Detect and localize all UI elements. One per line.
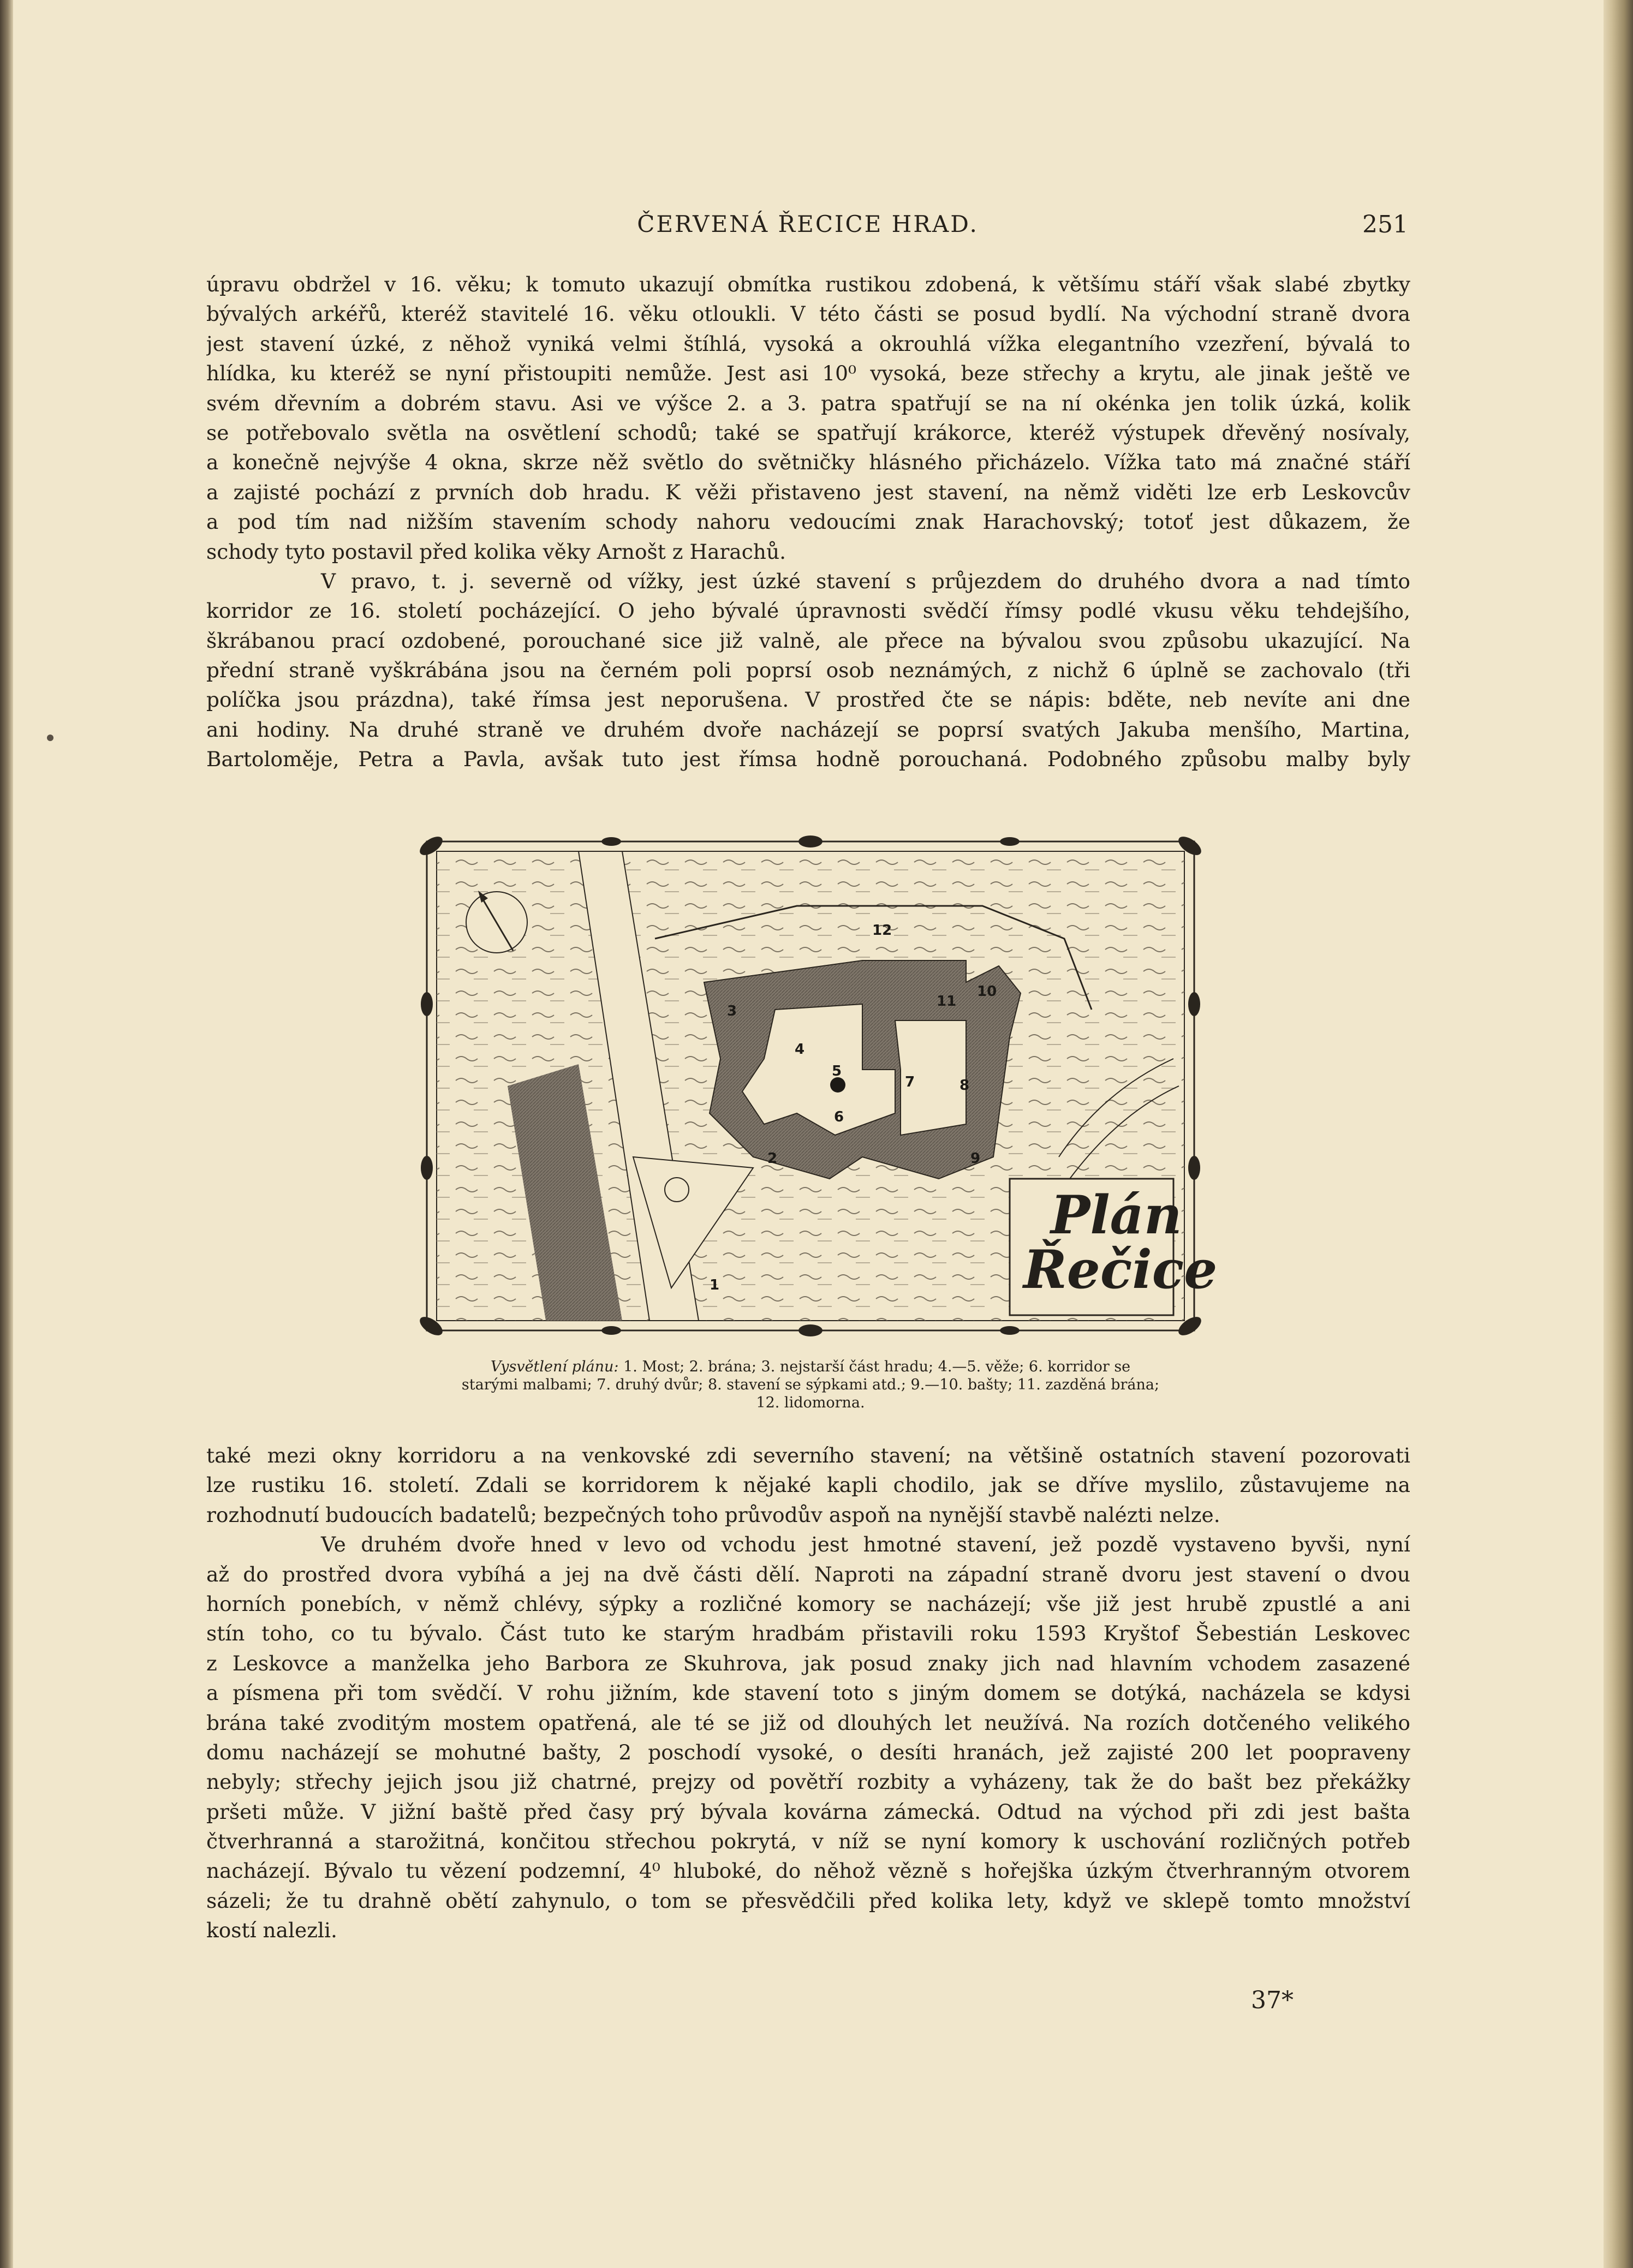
- text-line: čtverhranná a starožitná, končitou střechou pokrytá, v níž se nyní komory k uschování rozličných potřeb: [206, 1829, 1410, 1854]
- text-line: kostí nalezli.: [206, 1918, 337, 1943]
- caption-text-1: 1. Most; 2. brána; 3. nejstarší část hradu; 4.—5. věže; 6. korridor se: [623, 1358, 1131, 1375]
- signature-mark: 37*: [1251, 1986, 1294, 2014]
- text-line: korridor ze 16. století pocházející. O jeho bývalé úpravnosti svědčí římsy podlé vkusu věku tehdejšího,: [206, 599, 1410, 623]
- plan-label-7: 7: [905, 1074, 915, 1090]
- plan-title: [1012, 1179, 1218, 1315]
- body-text-before-figure: [206, 270, 1410, 774]
- plan-label-3: 3: [727, 1003, 737, 1019]
- text-line: a zajisté pochází z prvních dob hradu. K věži přistaveno jest stavení, na němž viděti lze erb Leskovcův: [206, 480, 1410, 504]
- plan-label-4: 4: [795, 1041, 805, 1058]
- text-line: a pod tím nad nižším stavením schody nahoru vedoucími znak Harachovský; totoť jest důkazem, že: [206, 510, 1410, 534]
- text-line: se potřebovalo světla na osvětlení schodů; také se spatřují krákorce, kteréž výstupek dřevěný nosívaly,: [206, 420, 1410, 445]
- plan-label-5: 5: [832, 1063, 842, 1079]
- text-line: svém dřevním a dobrém stavu. Asi ve výšce 2. a 3. patra spatřují se na ní okénka jen tolik úzká, kolik: [206, 391, 1410, 415]
- text-line: nebyly; střechy jejich jsou již chatrné, prejzy od povětří rozbity a vyházeny, tak že do bašt bez překážky: [206, 1770, 1410, 1794]
- running-head: [207, 208, 1408, 241]
- plan-label-11: 11: [937, 993, 957, 1010]
- caption-heading: Vysvětlení plánu:: [490, 1358, 619, 1375]
- text-line: Bartoloměje, Petra a Pavla, avšak tuto jest římsa hodně porouchaná. Podobného způsobu malby byly: [206, 747, 1410, 772]
- running-title: ČERVENÁ ŘECICE HRAD.: [637, 211, 979, 237]
- text-line: domu nacházejí se mohutné bašty, 2 poschodí vysoké, o desíti hranách, jež zajisté 200 let poopraveny: [206, 1740, 1410, 1764]
- plan-title-line2: Řečice: [1023, 1239, 1218, 1300]
- plan-label-1: 1: [710, 1277, 720, 1293]
- caption-line-2: starými malbami; 7. druhý dvůr; 8. stavení se sýpkami atd.; 9.—10. bašty; 11. zazděná brána;: [461, 1376, 1160, 1393]
- text-line: sázeli; že tu drahně obětí zahynulo, o tom se přesvědčili před kolika lety, když ve sklepě tomto množství: [206, 1888, 1410, 1913]
- plan-label-9: 9: [970, 1150, 981, 1167]
- plan-title-line1: Plán: [1051, 1184, 1182, 1246]
- body-text-after-figure: [206, 1441, 1410, 1945]
- text-line: rozhodnutí budoucích badatelů; bezpečných toho průvodův aspoň na nynější stavbě nalézti nelze.: [206, 1502, 1220, 1527]
- text-line: hlídka, ku kteréž se nyní přistoupiti nemůže. Jest asi 10⁰ vysoká, beze střechy a krytu, ale jinak ještě ve: [206, 361, 1410, 386]
- margin-dot: [47, 735, 53, 741]
- text-line: a písmena při tom svědčí. V rohu jižním, kde stavení toto s jiným domem se dotýká, nacházela se kdysi: [206, 1681, 1410, 1705]
- text-line: lze rustiku 16. století. Zdali se korridorem k nějaké kapli chodilo, jak se dříve myslilo, zůstavujeme na: [206, 1473, 1410, 1497]
- text-line: Ve druhém dvoře hned v levo od vchodu jest hmotné stavení, jež pozdě vystaveno byvši, nyní: [321, 1532, 1410, 1557]
- plan-label-10: 10: [977, 983, 997, 1000]
- text-line: úpravu obdržel v 16. věku; k tomuto ukazují obmítka rustikou zdobená, k většímu stáří však slabé zbytky: [206, 272, 1410, 296]
- castle-plan-figure: [415, 829, 1218, 1342]
- caption-line-3: 12. lidomorna.: [756, 1394, 865, 1411]
- text-line: bývalých arkéřů, kteréž stavitelé 16. věku otloukli. V této části se posud bydlí. Na východní straně dvora: [206, 302, 1410, 326]
- text-line: přední straně vyškrábána jsou na černém poli poprsí osob neznámých, z nichž 6 úplně se zachovalo (tři: [206, 658, 1410, 683]
- text-line: z Leskovce a manželka jeho Barbora ze Skuhrova, jak posud znaky jich nad hlavním vchodem zasazené: [206, 1651, 1410, 1675]
- plan-label-2: 2: [767, 1150, 778, 1167]
- text-line: pršeti může. V jižní baště před časy prý bývala kovárna zámecká. Odtud na východ při zdi jest bašta: [206, 1799, 1410, 1824]
- plan-label-12: 12: [872, 922, 892, 939]
- text-line: jest stavení úzké, z něhož vyniká velmi štíhlá, vysoká a okrouhlá vížka elegantního vzezření, bývalá to: [206, 331, 1410, 356]
- text-line: až do prostřed dvora vybíhá a jej na dvě části dělí. Naproti na západní straně dvoru jest stavení o dvou: [206, 1562, 1410, 1586]
- page-number: 251: [1362, 211, 1408, 238]
- book-gutter-left: [0, 0, 13, 2268]
- text-line: brána také zvoditým mostem opatřená, ale té se již od dlouhých let neužívá. Na rozích dotčeného velikého: [206, 1710, 1410, 1735]
- text-line: stín toho, co tu bývalo. Část tuto ke starým hradbám přistavili roku 1593 Kryštof Šebestián Leskovec: [206, 1621, 1410, 1646]
- text-line: škrábanou prací ozdobené, porouchané sice již valně, ale přece na bývalou svou způsobu ukazující. Na: [206, 628, 1410, 653]
- text-line: také mezi okny korridoru a na venkovské zdi severního stavení; na většině ostatních stavení pozorovati: [206, 1443, 1410, 1467]
- caption-line-1: [409, 1358, 1212, 1376]
- text-line: V pravo, t. j. severně od vížky, jest úzké stavení s průjezdem do druhého dvora a nad tímto: [321, 569, 1410, 593]
- plan-label-8: 8: [959, 1077, 970, 1094]
- text-line: nacházejí. Bývalo tu vězení podzemní, 4⁰ hluboké, do něhož vězně s hořejška úzkým čtverhranným otvorem: [206, 1859, 1410, 1883]
- text-line: horních ponebích, v němž chlévy, sýpky a rozličné komory se nacházejí; vše již jest hrubě zpustlé a ani: [206, 1591, 1410, 1616]
- text-line: a konečně nejvýše 4 okna, skrze něž světlo do světničky hlásného přicházelo. Vížka tato má značné stáří: [206, 450, 1410, 475]
- text-line: políčka jsou prázdna), také římsa jest neporušena. V prostřed čte se nápis: bděte, neb nevíte ani dne: [206, 688, 1410, 712]
- text-line: schody tyto postavil před kolika věky Arnošt z Harachů.: [206, 539, 786, 564]
- plan-label-6: 6: [834, 1109, 844, 1125]
- book-gutter-right: [1604, 0, 1633, 2268]
- figure-caption: [409, 1358, 1212, 1412]
- text-line: ani hodiny. Na druhé straně ve druhém dvoře nacházejí se poprsí svatých Jakuba menšího, Martina,: [206, 717, 1410, 742]
